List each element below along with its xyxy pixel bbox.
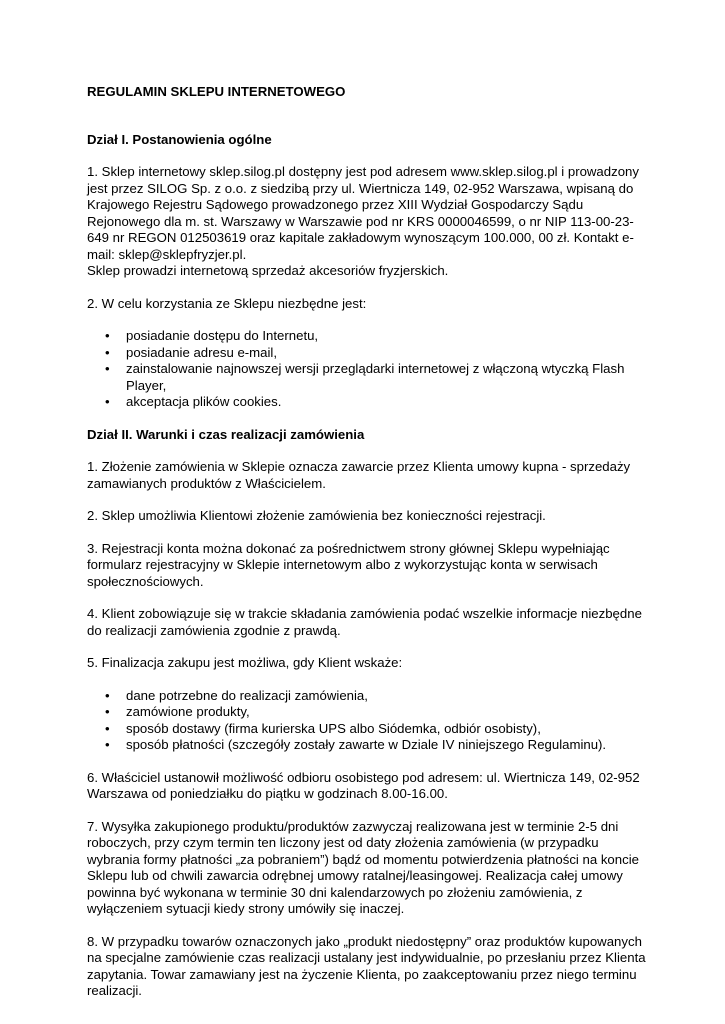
document-title: REGULAMIN SKLEPU INTERNETOWEGO — [87, 84, 346, 99]
section-2-paragraph-8: 8. W przypadku towarów oznaczonych jako „produkt niedostępny” oraz produktów kupowanych na specjalne zamówienie czas realizacji ustalany jest indywidualnie, po przesłaniu przez Klienta zapytania. Towar zamawiany jest na życzenie Klienta, po zaakceptowaniu przez niego terminu realizacji. — [87, 933, 646, 998]
requirements-list — [87, 328, 647, 411]
list-item: • zamówione produkty, — [126, 704, 647, 721]
section-2-heading: Dział II. Warunki i czas realizacji zamówienia — [87, 426, 365, 442]
list-item: • zainstalowanie najnowszej wersji przeglądarki internetowej z włączoną wtyczką Flash Player, — [126, 361, 647, 394]
section-2-paragraph-2: 2. Sklep umożliwia Klientowi złożenie zamówienia bez konieczności rejestracji. — [87, 508, 546, 523]
section-1-heading: Dział I. Postanowienia ogólne — [87, 131, 272, 147]
section-2-paragraph-4: 4. Klient zobowiązuje się w trakcie składania zamówienia podać wszelkie informacje niezbędne do realizacji zamówienia zgodnie z prawdą. — [87, 606, 642, 638]
section-2-paragraph-3: 3. Rejestracji konta można dokonać za pośrednictwem strony głównej Sklepu wypełniając formularz rejestracyjny w Sklepie internetowym albo z wykorzystując konta w serwisach społecznościowych. — [87, 540, 610, 589]
list-item: • sposób dostawy (firma kurierska UPS albo Siódemka, odbiór osobisty), — [126, 721, 647, 738]
list-item: • sposób płatności (szczegóły zostały zawarte w Dziale IV niniejszego Regulaminu). — [126, 737, 647, 754]
section-2-paragraph-1: 1. Złożenie zamówienia w Sklepie oznacza zawarcie przez Klienta umowy kupna - sprzedaży zamawianych produktów z Właścicielem. — [87, 459, 631, 491]
section-2-paragraph-5: 5. Finalizacja zakupu jest możliwa, gdy Klient wskaże: — [87, 655, 403, 670]
list-item: • dane potrzebne do realizacji zamówienia, — [126, 688, 647, 705]
section-2-paragraph-7: 7. Wysyłka zakupionego produktu/produktów zazwyczaj realizowana jest w terminie 2-5 dni roboczych, przy czym termin ten liczony jest od daty złożenia zamówienia (w przypadku wybrania formy płatności „za pobraniem”) bądź od momentu potwierdzenia płatności na koncie Sklepu lub od chwili zawarcia odrębnej umowy ratalnej/leasingowej. Realizacja całej umowy powinna być wykonana w terminie 30 dni kalendarzowych po złożeniu zamówienia, z wyłączeniem sytuacji kiedy strony umówiły się inaczej. — [87, 818, 639, 916]
paragraph-text: Sklep prowadzi internetową sprzedaż akcesoriów fryzjerskich. — [87, 263, 449, 278]
section-1-paragraph-1 — [87, 164, 647, 280]
document-content — [87, 84, 647, 1016]
order-details-list — [87, 688, 647, 754]
paragraph-text: 1. Sklep internetowy sklep.silog.pl dostępny jest pod adresem www.sklep.silog.pl i prowadzony jest przez SILOG Sp. z o.o. z siedzibą przy ul. Wiertnicza 149, 02-952 Warszawa, wpisaną do Krajowego Rejestru Sądowego prowadzonego przez XIII Wydział Gospodarczy Sądu Rejonowego dla m. st. Warszawy w Warszawie pod nr KRS 0000046599, o nr NIP 113-00-23-649 nr REGON 012503619 oraz kapitale zakładowym wynoszącym 100.000, 00 zł. Kontakt e-mail: sklep@sklepfryzjer.pl. — [87, 164, 639, 262]
section-1-paragraph-2: 2. W celu korzystania ze Sklepu niezbędne jest: — [87, 295, 367, 311]
section-2-paragraph-6: 6. Właściciel ustanowił możliwość odbioru osobistego pod adresem: ul. Wiertnicza 149, 02-952 Warszawa od poniedziałku do piątku w godzinach 8.00-16.00. — [87, 769, 640, 801]
list-item: • akceptacja plików cookies. — [126, 394, 647, 411]
list-item: • posiadanie dostępu do Internetu, — [126, 328, 647, 345]
list-item: • posiadanie adresu e-mail, — [126, 345, 647, 362]
